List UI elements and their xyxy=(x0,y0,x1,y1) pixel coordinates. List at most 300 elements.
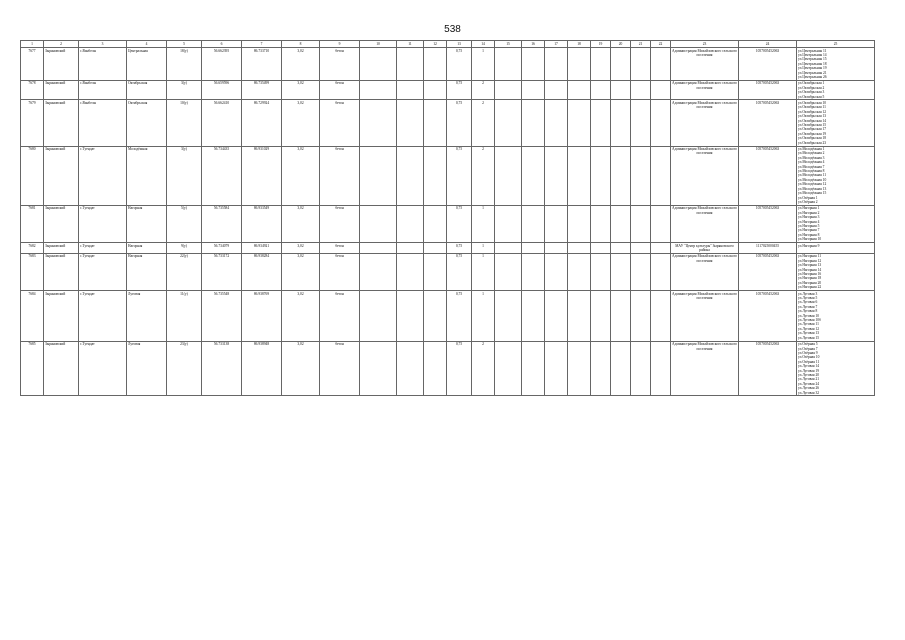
served-address: ул.Нагорная 5 xyxy=(798,223,820,228)
cell-c14: 1 xyxy=(472,253,495,290)
cell-street: Нагорная xyxy=(127,243,167,254)
column-number: 6 xyxy=(202,41,242,48)
cell-owner: Администрация Михайловского сельского поселения xyxy=(671,48,739,81)
empty-cell xyxy=(631,205,651,242)
served-address: ул.Октябрьская 14 xyxy=(798,118,827,123)
empty-cell xyxy=(424,341,447,396)
empty-cell xyxy=(522,146,545,205)
cell-surface: бетон xyxy=(320,253,360,290)
cell-house: 3(у) xyxy=(167,146,202,205)
served-address: ул.Озёрная 5 xyxy=(798,342,818,347)
empty-cell xyxy=(651,205,671,242)
empty-cell xyxy=(360,48,397,81)
served-address: ул.Нагорная 14 xyxy=(798,267,822,272)
served-address: ул.Молодёжная 2 xyxy=(798,151,825,156)
cell-n: 7684 xyxy=(21,291,44,341)
cell-district: Зыряновский xyxy=(44,205,79,242)
cell-district: Зыряновский xyxy=(44,48,79,81)
empty-cell xyxy=(631,100,651,146)
empty-cell xyxy=(651,100,671,146)
served-address: ул.Луговая 3 xyxy=(798,291,818,296)
empty-cell xyxy=(651,243,671,254)
served-address: ул.Нагорная 9 xyxy=(798,243,820,248)
empty-cell xyxy=(545,341,568,396)
empty-cell xyxy=(568,146,591,205)
empty-cell xyxy=(522,341,545,396)
empty-cell xyxy=(651,80,671,100)
cell-c13: 0,75 xyxy=(447,291,472,341)
empty-cell xyxy=(397,341,424,396)
empty-cell xyxy=(545,205,568,242)
served-address: ул.Молодёжная 12 xyxy=(798,182,827,187)
empty-cell xyxy=(568,291,591,341)
cell-served-addresses xyxy=(797,80,875,100)
empty-cell xyxy=(495,146,522,205)
served-address: ул.Луговая 19 xyxy=(798,368,820,373)
empty-cell xyxy=(591,291,611,341)
empty-cell xyxy=(424,100,447,146)
empty-cell xyxy=(360,80,397,100)
empty-cell xyxy=(568,341,591,396)
empty-cell xyxy=(495,341,522,396)
empty-cell xyxy=(495,80,522,100)
cell-district: Зыряновский xyxy=(44,253,79,290)
cell-c14: 1 xyxy=(472,205,495,242)
empty-cell xyxy=(424,48,447,81)
served-address: ул.Озёрная 9 xyxy=(798,350,818,355)
cell-ogrn: 1057005452063 xyxy=(739,100,797,146)
cell-c13: 0,75 xyxy=(447,205,472,242)
empty-cell xyxy=(568,100,591,146)
cell-lon: 86.938948 xyxy=(242,341,282,396)
served-address: ул.Октябрьская 3 xyxy=(798,90,825,95)
cell-ogrn: 1057005452063 xyxy=(739,341,797,396)
served-address: ул.Октябрьская 1 xyxy=(798,81,825,86)
column-number: 14 xyxy=(472,41,495,48)
cell-area: 3,02 xyxy=(282,80,320,100)
empty-cell xyxy=(495,291,522,341)
cell-ogrn: 1057005452063 xyxy=(739,291,797,341)
served-address: ул.Нагорная 12 xyxy=(798,258,822,263)
table-row xyxy=(21,48,875,81)
served-address: ул.Нагорная 10 xyxy=(798,237,822,242)
served-address: ул.Молодёжная 13 xyxy=(798,186,827,191)
cell-lon: 86.733710 xyxy=(242,48,282,81)
cell-ogrn: 1057005452063 xyxy=(739,48,797,81)
cell-lat: 56.733172 xyxy=(202,253,242,290)
cell-lon: 86.729924 xyxy=(242,100,282,146)
table-row xyxy=(21,291,875,341)
empty-cell xyxy=(651,253,671,290)
served-address: ул.Луговая 11 xyxy=(798,322,819,327)
empty-cell xyxy=(397,48,424,81)
empty-cell xyxy=(424,146,447,205)
empty-cell xyxy=(545,48,568,81)
empty-cell xyxy=(568,80,591,100)
empty-cell xyxy=(397,291,424,341)
column-number: 17 xyxy=(545,41,568,48)
cell-n: 7678 xyxy=(21,80,44,100)
served-address: ул.Молодёжная 1 xyxy=(798,147,825,152)
cell-lat: 56.734079 xyxy=(202,243,242,254)
empty-cell xyxy=(397,205,424,242)
cell-street: Октябрьская xyxy=(127,80,167,100)
cell-c14: 2 xyxy=(472,146,495,205)
empty-cell xyxy=(545,80,568,100)
served-address: ул.Октябрьская 5 xyxy=(798,94,825,99)
cell-served-addresses xyxy=(797,100,875,146)
served-address: ул.Нагорная 13 xyxy=(798,263,822,268)
empty-cell xyxy=(424,80,447,100)
empty-cell xyxy=(651,291,671,341)
cell-house: 23(у) xyxy=(167,341,202,396)
cell-street: Луговая xyxy=(127,291,167,341)
cell-house: 11(у) xyxy=(167,291,202,341)
column-number: 9 xyxy=(320,41,360,48)
served-address: ул.Луговая 10б xyxy=(798,318,821,323)
served-address: ул.Луговая 21 xyxy=(798,377,820,382)
empty-cell xyxy=(611,253,631,290)
cell-settlement: с.Туендат xyxy=(79,291,127,341)
cell-house: 22(у) xyxy=(167,253,202,290)
empty-cell xyxy=(424,253,447,290)
empty-cell xyxy=(522,243,545,254)
served-address: ул.Молодёжная 11 xyxy=(798,173,827,178)
served-address: ул.Октябрьская 11 xyxy=(798,105,826,110)
cell-street: Нагорная xyxy=(127,253,167,290)
column-number-row xyxy=(21,41,875,48)
cell-n: 7677 xyxy=(21,48,44,81)
empty-cell xyxy=(495,100,522,146)
cell-served-addresses xyxy=(797,243,875,254)
cell-lat: 56.733138 xyxy=(202,341,242,396)
cell-surface: бетон xyxy=(320,205,360,242)
served-address: ул.Озёрная 7 xyxy=(798,346,818,351)
cell-owner: Администрация Михайловского сельского поселения xyxy=(671,205,739,242)
cell-district: Зыряновский xyxy=(44,100,79,146)
column-number: 12 xyxy=(424,41,447,48)
table-row xyxy=(21,80,875,100)
empty-cell xyxy=(568,253,591,290)
cell-district: Зыряновский xyxy=(44,146,79,205)
cell-surface: бетон xyxy=(320,146,360,205)
empty-cell xyxy=(611,243,631,254)
served-address: ул.Луговая 7 xyxy=(798,304,818,309)
empty-cell xyxy=(651,341,671,396)
empty-cell xyxy=(397,253,424,290)
column-number: 16 xyxy=(522,41,545,48)
cell-n: 7685 xyxy=(21,341,44,396)
empty-cell xyxy=(591,100,611,146)
cell-district: Зыряновский xyxy=(44,291,79,341)
cell-surface: бетон xyxy=(320,291,360,341)
empty-cell xyxy=(397,100,424,146)
served-address: ул.Нагорная 11 xyxy=(798,254,822,259)
served-address: ул.Луговая 13 xyxy=(798,331,820,336)
empty-cell xyxy=(631,80,651,100)
cell-surface: бетон xyxy=(320,243,360,254)
cell-street: Молодёжная xyxy=(127,146,167,205)
cell-area: 3,02 xyxy=(282,48,320,81)
cell-district: Зыряновский xyxy=(44,80,79,100)
cell-settlement: с.Туендат xyxy=(79,253,127,290)
cell-owner: МАУ "Центр культуры" Зыряновского района xyxy=(671,243,739,254)
empty-cell xyxy=(651,146,671,205)
cell-surface: бетон xyxy=(320,100,360,146)
column-number: 11 xyxy=(397,41,424,48)
empty-cell xyxy=(651,48,671,81)
cell-area: 3,02 xyxy=(282,205,320,242)
cell-lat: 56.734435 xyxy=(202,146,242,205)
empty-cell xyxy=(360,243,397,254)
served-address: ул.Луговая 26 xyxy=(798,386,820,391)
cell-lat: 56.659596 xyxy=(202,80,242,100)
served-address: ул.Октябрьская 13 xyxy=(798,114,827,119)
cell-ogrn: 1057005452063 xyxy=(739,205,797,242)
cell-served-addresses xyxy=(797,253,875,290)
empty-cell xyxy=(495,243,522,254)
served-address: ул.Октябрьская 2 xyxy=(798,85,825,90)
cell-lat: 56.662395 xyxy=(202,48,242,81)
cell-area: 3,02 xyxy=(282,100,320,146)
cell-owner: Администрация Михайловского сельского поселения xyxy=(671,291,739,341)
cell-settlement: с.Туендат xyxy=(79,243,127,254)
page-number: 538 xyxy=(444,24,461,35)
column-number: 24 xyxy=(739,41,797,48)
served-address: ул.Нагорная 22 xyxy=(798,285,822,290)
cell-house: 9(у) xyxy=(167,243,202,254)
empty-cell xyxy=(611,100,631,146)
cell-settlement: с.Ванбелы xyxy=(79,48,127,81)
empty-cell xyxy=(397,243,424,254)
empty-cell xyxy=(522,291,545,341)
empty-cell xyxy=(360,205,397,242)
cell-settlement: с.Туендат xyxy=(79,146,127,205)
empty-cell xyxy=(611,146,631,205)
cell-street: Октябрьская xyxy=(127,100,167,146)
served-address: ул.Молодёжная 8 xyxy=(798,169,825,174)
column-number: 10 xyxy=(360,41,397,48)
cell-ogrn: 1057005452063 xyxy=(739,253,797,290)
cell-served-addresses xyxy=(797,291,875,341)
table-row xyxy=(21,243,875,254)
empty-cell xyxy=(611,48,631,81)
empty-cell xyxy=(545,243,568,254)
served-address: ул.Молодёжная 4 xyxy=(798,160,825,165)
cell-served-addresses xyxy=(797,205,875,242)
served-address: ул.Озёрная 10 xyxy=(798,355,820,360)
column-number: 4 xyxy=(127,41,167,48)
cell-ogrn: 1057005452063 xyxy=(739,80,797,100)
served-address: ул.Луговая 8 xyxy=(798,309,818,314)
empty-cell xyxy=(631,48,651,81)
empty-cell xyxy=(591,80,611,100)
cell-n: 7681 xyxy=(21,205,44,242)
served-address: ул.Центральная 26 xyxy=(798,74,827,79)
served-address: ул.Молодёжная 15 xyxy=(798,191,827,196)
empty-cell xyxy=(360,291,397,341)
served-address: ул.Луговая 20 xyxy=(798,372,820,377)
cell-ogrn: 1057005452063 xyxy=(739,146,797,205)
cell-ogrn: 1117025000455 xyxy=(739,243,797,254)
cell-lon: 86.938284 xyxy=(242,253,282,290)
served-address: ул.Молодёжная 3 xyxy=(798,155,825,160)
column-number: 5 xyxy=(167,41,202,48)
column-number: 7 xyxy=(242,41,282,48)
empty-cell xyxy=(545,100,568,146)
served-address: ул.Октябрьская 10 xyxy=(798,100,827,105)
served-address: ул.Центральная 14 xyxy=(798,52,827,57)
cell-c13: 0,75 xyxy=(447,80,472,100)
cell-lon: 86.938769 xyxy=(242,291,282,341)
column-number: 3 xyxy=(79,41,127,48)
column-number: 15 xyxy=(495,41,522,48)
empty-cell xyxy=(545,253,568,290)
empty-cell xyxy=(522,48,545,81)
served-address: ул.Нагорная 18 xyxy=(798,276,822,281)
cell-owner: Администрация Михайловского сельского поселения xyxy=(671,341,739,396)
cell-settlement: с.Ванбелы xyxy=(79,80,127,100)
empty-cell xyxy=(545,146,568,205)
cell-c13: 0,75 xyxy=(447,243,472,254)
empty-cell xyxy=(522,80,545,100)
cell-settlement: с.Туендат xyxy=(79,205,127,242)
cell-house: 3(у) xyxy=(167,80,202,100)
served-address: ул.Молодёжная 10 xyxy=(798,177,827,182)
empty-cell xyxy=(631,253,651,290)
column-number: 21 xyxy=(631,41,651,48)
served-address: ул.Луговая 15 xyxy=(798,335,820,340)
empty-cell xyxy=(611,291,631,341)
empty-cell xyxy=(611,80,631,100)
column-number: 22 xyxy=(651,41,671,48)
empty-cell xyxy=(522,205,545,242)
empty-cell xyxy=(611,341,631,396)
empty-cell xyxy=(424,205,447,242)
empty-cell xyxy=(495,48,522,81)
served-address: ул.Октябрьская 17 xyxy=(798,127,827,132)
served-address: ул.Центральная 11 xyxy=(798,48,827,53)
table-row xyxy=(21,100,875,146)
cell-c14: 2 xyxy=(472,341,495,396)
cell-owner: Администрация Михайловского сельского поселения xyxy=(671,253,739,290)
empty-cell xyxy=(424,243,447,254)
cell-area: 3,02 xyxy=(282,253,320,290)
cell-area: 3,02 xyxy=(282,243,320,254)
cell-served-addresses xyxy=(797,146,875,205)
served-address: ул.Нагорная 2 xyxy=(798,210,820,215)
cell-surface: бетон xyxy=(320,48,360,81)
cell-lon: 86.931029 xyxy=(242,146,282,205)
empty-cell xyxy=(495,205,522,242)
empty-cell xyxy=(631,243,651,254)
served-address: ул.Луговая 6 xyxy=(798,300,818,305)
cell-lat: 56.735548 xyxy=(202,291,242,341)
cell-c13: 0,75 xyxy=(447,253,472,290)
cell-n: 7683 xyxy=(21,253,44,290)
table-row xyxy=(21,146,875,205)
served-address: ул.Нагорная 1 xyxy=(798,206,820,211)
cell-c13: 0,75 xyxy=(447,100,472,146)
empty-cell xyxy=(631,341,651,396)
served-address: ул.Озёрная 2 xyxy=(798,199,818,204)
served-address: ул.Центральная 19 xyxy=(798,66,827,71)
empty-cell xyxy=(591,341,611,396)
served-address: ул.Луговая 14 xyxy=(798,364,820,369)
empty-cell xyxy=(495,253,522,290)
cell-n: 7679 xyxy=(21,100,44,146)
empty-cell xyxy=(360,100,397,146)
served-address: ул.Луговая 10 xyxy=(798,313,820,318)
cell-c14: 1 xyxy=(472,48,495,81)
cell-district: Зыряновский xyxy=(44,341,79,396)
column-number: 1 xyxy=(21,41,44,48)
cell-house: 18(у) xyxy=(167,48,202,81)
cell-owner: Администрация Михайловского сельского поселения xyxy=(671,100,739,146)
cell-c13: 0,75 xyxy=(447,341,472,396)
empty-cell xyxy=(591,243,611,254)
served-address: ул.Озёрная 1 xyxy=(798,195,818,200)
empty-cell xyxy=(591,48,611,81)
served-address: ул.Луговая 12 xyxy=(798,326,820,331)
served-address: ул.Луговая 32 xyxy=(798,390,820,395)
served-address: ул.Центральная 18 xyxy=(798,61,827,66)
column-number: 2 xyxy=(44,41,79,48)
cell-street: Центральная xyxy=(127,48,167,81)
cell-surface: бетон xyxy=(320,80,360,100)
served-address: ул.Центральная 15 xyxy=(798,57,827,62)
empty-cell xyxy=(360,253,397,290)
empty-cell xyxy=(424,291,447,341)
column-number: 23 xyxy=(671,41,739,48)
served-address: ул.Октябрьская 23 xyxy=(798,140,827,145)
cell-house: 10(у) xyxy=(167,100,202,146)
served-address: ул.Молодёжная 7 xyxy=(798,164,825,169)
cell-surface: бетон xyxy=(320,341,360,396)
cell-owner: Администрация Михайловского сельского поселения xyxy=(671,80,739,100)
register-table xyxy=(20,40,875,396)
served-address: ул.Нагорная 7 xyxy=(798,228,820,233)
column-number: 18 xyxy=(568,41,591,48)
column-number: 19 xyxy=(591,41,611,48)
cell-c14: 2 xyxy=(472,80,495,100)
empty-cell xyxy=(631,146,651,205)
cell-c13: 0,75 xyxy=(447,48,472,81)
empty-cell xyxy=(397,80,424,100)
cell-n: 7682 xyxy=(21,243,44,254)
empty-cell xyxy=(522,253,545,290)
empty-cell xyxy=(545,291,568,341)
served-address: ул.Нагорная 8 xyxy=(798,232,820,237)
served-address: ул.Озёрная 11 xyxy=(798,359,820,364)
served-address: ул.Нагорная 4 xyxy=(798,219,820,224)
served-address: ул.Луговая 24 xyxy=(798,381,820,386)
cell-owner: Администрация Михайловского сельского поселения xyxy=(671,146,739,205)
served-address: ул.Нагорная 3 xyxy=(798,215,820,220)
empty-cell xyxy=(522,100,545,146)
cell-lat: 56.662410 xyxy=(202,100,242,146)
cell-c13: 0,75 xyxy=(447,146,472,205)
cell-settlement: с.Ванбелы xyxy=(79,100,127,146)
cell-c14: 2 xyxy=(472,100,495,146)
column-number: 25 xyxy=(797,41,875,48)
served-address: ул.Октябрьская 15 xyxy=(798,123,827,127)
served-address: ул.Октябрьская 12 xyxy=(798,109,827,114)
empty-cell xyxy=(397,146,424,205)
cell-lon: 86.735499 xyxy=(242,80,282,100)
empty-cell xyxy=(568,243,591,254)
empty-cell xyxy=(631,291,651,341)
